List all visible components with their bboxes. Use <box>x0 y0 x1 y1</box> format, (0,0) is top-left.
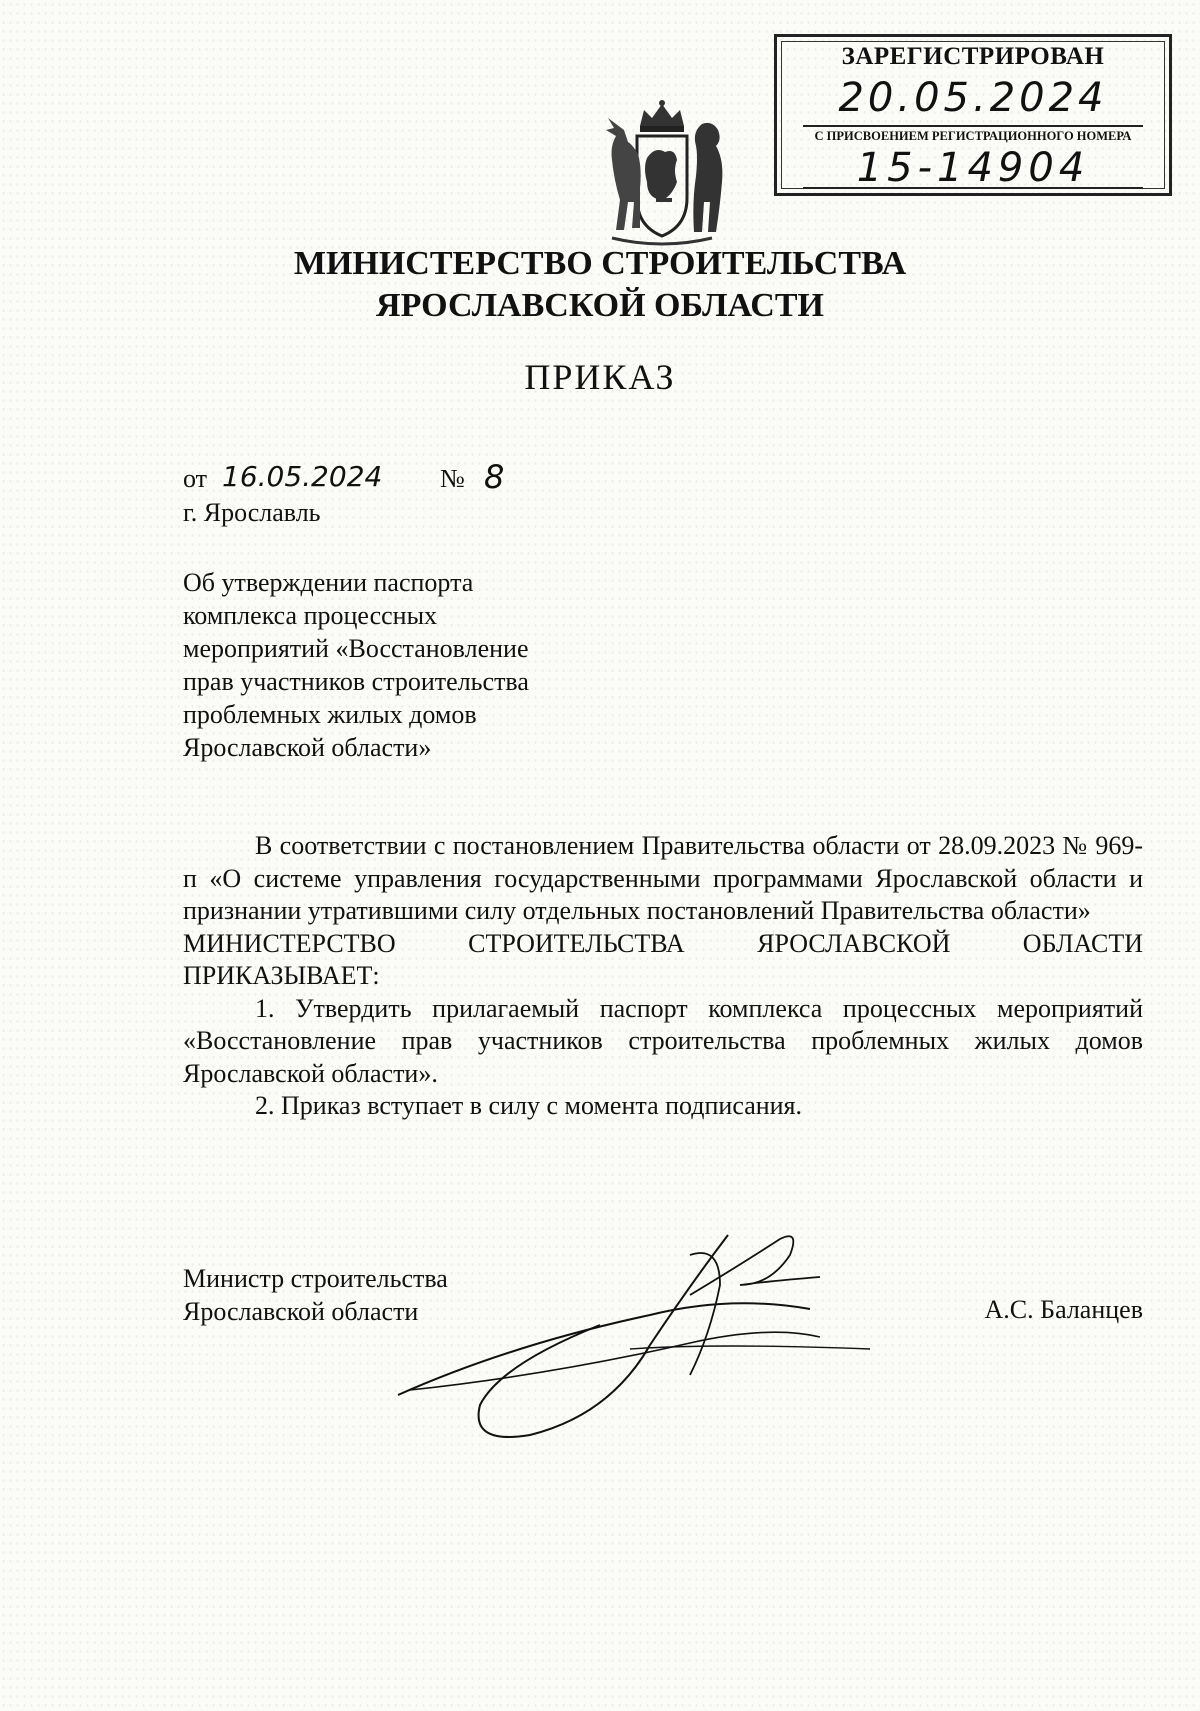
handwritten-signature <box>390 1225 890 1455</box>
stamp-divider <box>803 125 1143 127</box>
subject-line: Ярославской области» <box>183 733 432 762</box>
order-number-label: № <box>440 464 465 493</box>
ministry-name-line2: ЯРОСЛАВСКОЙ ОБЛАСТИ <box>376 287 824 324</box>
city: г. Ярославль <box>183 498 321 527</box>
order-item-1: 1. Утвердить прилагаемый паспорт комплекса процессных мероприятий «Восстановление прав участников строительства проблемных жилых домов Ярославской области». <box>183 993 1143 1088</box>
stamp-divider <box>803 187 1143 189</box>
order-date: 16.05.2024 <box>222 460 383 493</box>
subject-line: прав участников строительства <box>183 667 529 696</box>
stamp-registration-number: 15-14904 <box>856 145 1090 191</box>
stamp-title: ЗАРЕГИСТРИРОВАН <box>841 43 1105 70</box>
position-line2: Ярославской области <box>183 1297 419 1326</box>
order-number: 8 <box>484 458 505 496</box>
subject-line: комплекса процессных <box>183 601 438 630</box>
subject-line: проблемных жилых домов <box>183 700 477 729</box>
order-item-2: 2. Приказ вступает в силу с момента подписания. <box>255 1091 803 1120</box>
document-type: ПРИКАЗ <box>524 357 676 397</box>
ordering-authority: МИНИСТЕРСТВО СТРОИТЕЛЬСТВА ЯРОСЛАВСКОЙ ОБЛАСТИ <box>183 928 1143 958</box>
ordering-verb: ПРИКАЗЫВАЕТ: <box>183 961 380 990</box>
ministry-name <box>0 243 1200 327</box>
registration-stamp <box>774 34 1172 196</box>
coat-of-arms-icon <box>592 98 732 248</box>
stamp-subtitle: С ПРИСВОЕНИЕМ РЕГИСТРАЦИОННОГО НОМЕРА <box>814 129 1132 143</box>
subject-line: Об утверждении паспорта <box>183 568 474 597</box>
order-date-label: от <box>183 464 208 493</box>
position-line1: Министр строительства <box>183 1264 448 1293</box>
order-subject <box>183 566 603 764</box>
preamble-paragraph: В соответствии с постановлением Правительства области от 28.09.2023 № 969-п «О системе управления государственными программами Ярославской области и признании утратившими силу отдельных постановлений Правительства области» <box>183 831 1143 925</box>
subject-line: мероприятий «Восстановление <box>183 634 529 663</box>
ministry-name-line1: МИНИСТЕРСТВО СТРОИТЕЛЬСТВА <box>293 245 907 282</box>
signatory-name: А.С. Баланцев <box>984 1295 1143 1324</box>
stamp-date: 20.05.2024 <box>838 75 1108 121</box>
order-body <box>183 830 1143 1123</box>
